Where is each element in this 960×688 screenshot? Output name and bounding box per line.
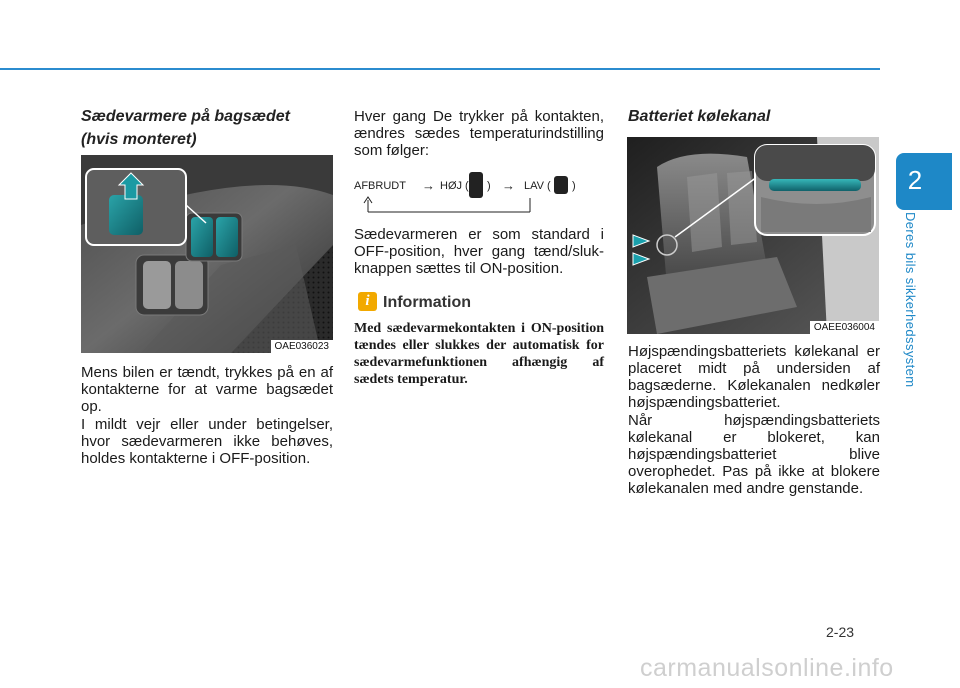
header-rule (0, 68, 880, 70)
sequence-low-close: ) (572, 180, 576, 192)
arrow-icon: → (502, 178, 515, 193)
battery-cooling-duct-figure (627, 137, 879, 334)
seat-heater-switch-figure (81, 155, 333, 353)
seat-low-icon (554, 176, 568, 194)
seat-heater-switch-illustration (81, 155, 333, 353)
figure-code-label: OAEE036004 (810, 321, 879, 334)
info-icon: i (358, 292, 377, 311)
watermark-text: carmanualsonline.info (640, 654, 894, 682)
figure-code-label: OAE036023 (271, 340, 334, 353)
section-heading-seat-heater: Sædevarmere på bagsædet (81, 108, 290, 125)
paragraph-duct-blocked: Når højspændingsbatteriets kølekanal er blokeret, kan højspændingsbatteriet blive overophedet. Pas på ikke at blokere kølekanalen med andre genstande. (628, 412, 880, 497)
paragraph-turn-on: Mens bilen er tændt, trykkes på en af kontakterne for at varme bagsædet op. (81, 364, 333, 415)
information-text: Med sædevarmekontakten i ON-position tændes eller slukkes der automatisk for sædevarmefunktionen afhængig af sædets temperatur. (354, 321, 604, 387)
sequence-low: LAV ( (524, 180, 551, 192)
chapter-title: Deres bils sikkerhedssystem (903, 212, 918, 388)
chapter-number: 2 (907, 165, 923, 195)
sequence-high-close: ) (487, 180, 491, 192)
section-subheading-if-equipped: (hvis monteret) (81, 131, 197, 148)
page-number: 2-23 (826, 624, 855, 640)
paragraph-mild-weather: I mildt vejr eller under betingelser, hvor sædevarmeren ikke behøves, holdes kontakterne i OFF-position. (81, 416, 333, 467)
sequence-high: HØJ ( (440, 180, 469, 192)
paragraph-default-off: Sædevarmeren er som standard i OFF-position, hver gang tænd/sluk-knappen sættes til ON-position. (354, 226, 604, 277)
arrow-icon: → (422, 178, 435, 193)
rear-seat-illustration (627, 137, 879, 334)
seat-high-icon (469, 172, 483, 198)
paragraph-each-press: Hver gang De trykker på kontakten, ændres sædes temperaturindstilling som følger: (354, 108, 604, 159)
sequence-off: AFBRUDT (354, 180, 406, 192)
paragraph-duct-location: Højspændingsbatteriets kølekanal er placeret midt på undersiden af bagsæderne. Kølekanalen nedkøler højspændingsbatteriet. (628, 343, 880, 411)
sequence-return-line (354, 196, 544, 214)
temperature-sequence-diagram (354, 176, 604, 216)
section-heading-battery-cooling: Batteriet kølekanal (628, 108, 771, 125)
information-heading: Information (383, 294, 471, 311)
